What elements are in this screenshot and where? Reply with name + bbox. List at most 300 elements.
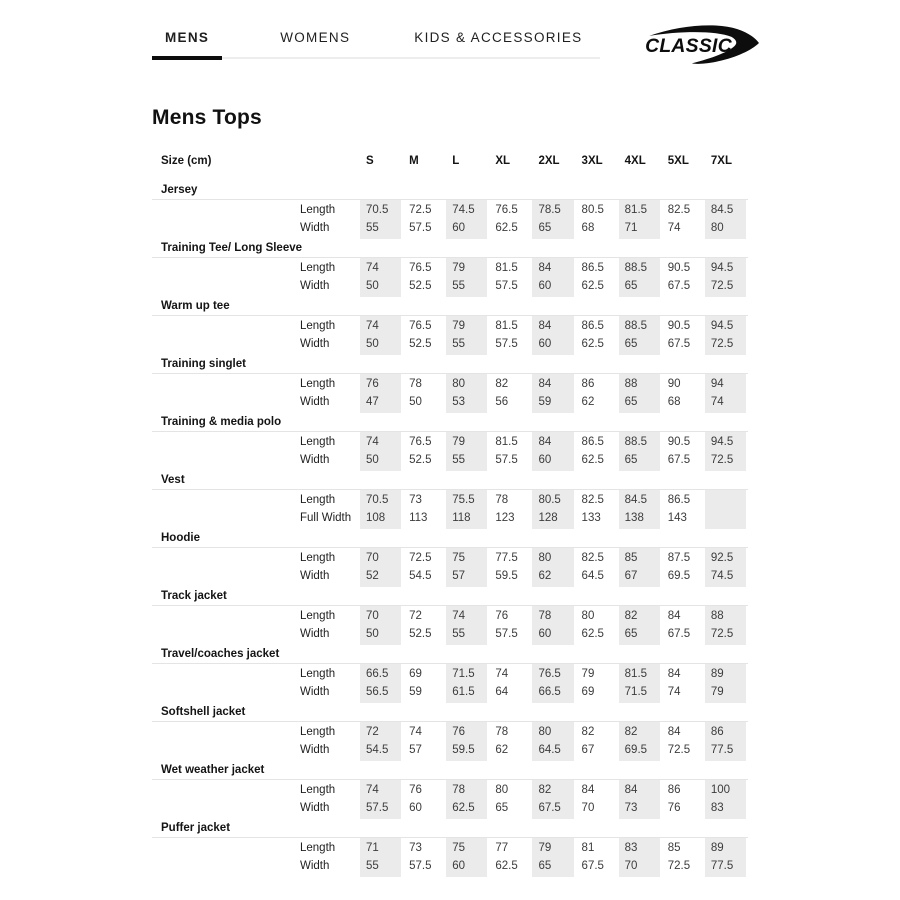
size-cell: 74 <box>366 784 379 796</box>
size-section-training-tee-long-sleeve <box>152 239 748 297</box>
measurement-label-length: Length <box>300 784 336 796</box>
size-column-m <box>403 258 444 297</box>
size-cell: 74.5 <box>710 569 734 582</box>
size-cell: 94.5 <box>710 262 734 274</box>
size-cell: 65 <box>538 221 552 234</box>
size-cell: 74 <box>667 221 681 234</box>
size-cell: 76.5 <box>495 204 518 216</box>
row-spacer <box>152 432 300 471</box>
size-column-s <box>360 316 401 355</box>
size-cell: 67.5 <box>667 279 691 292</box>
size-cell: 68 <box>581 221 595 234</box>
size-cell: 52 <box>366 569 379 582</box>
size-cell: 74 <box>452 610 466 622</box>
size-cell: 94 <box>710 378 724 390</box>
size-column-2xl <box>532 606 573 645</box>
size-column-xl <box>489 316 530 355</box>
row-spacer <box>152 200 300 239</box>
size-cell: 68 <box>667 395 681 408</box>
size-cell: 78.5 <box>538 204 561 216</box>
size-cell: 65 <box>624 627 638 640</box>
size-column-s <box>360 780 401 819</box>
size-column-s <box>360 838 401 877</box>
measurement-label-length: Length <box>300 494 336 506</box>
size-cell: 57.5 <box>409 221 432 234</box>
size-cell: 80 <box>452 378 466 390</box>
measurement-label-width: Width <box>300 395 330 408</box>
row-spacer <box>152 374 300 413</box>
measurement-label-width: Width <box>300 453 330 466</box>
size-cell: 60 <box>538 279 552 292</box>
section-title: Wet weather jacket <box>161 764 265 776</box>
size-cell: 65 <box>624 453 638 466</box>
size-cell: 70 <box>581 801 595 814</box>
size-section-warm-up-tee <box>152 297 748 355</box>
size-cell: 74 <box>366 262 379 274</box>
size-cell: 78 <box>495 726 509 738</box>
size-cell: 92.5 <box>710 552 734 564</box>
size-column-l <box>446 664 487 703</box>
size-cell: 72.5 <box>710 337 734 350</box>
size-column-3xl <box>576 838 617 877</box>
size-cell: 72.5 <box>667 743 691 756</box>
section-data-block <box>152 257 748 297</box>
size-cell: 67.5 <box>581 859 604 872</box>
size-cell: 67 <box>624 569 638 582</box>
size-cell: 74 <box>409 726 422 738</box>
size-column-2xl <box>532 490 573 529</box>
size-column-xl <box>489 722 530 761</box>
size-cell: 60 <box>452 859 466 872</box>
size-cell: 82 <box>624 726 638 738</box>
size-column-m <box>403 838 444 877</box>
size-column-4xl <box>619 780 660 819</box>
size-cell: 73 <box>409 842 422 854</box>
size-cell: 78 <box>452 784 466 796</box>
size-column-s <box>360 258 401 297</box>
size-cell: 70.5 <box>366 204 389 216</box>
size-column-l <box>446 548 487 587</box>
size-column-3xl <box>576 316 617 355</box>
size-cell: 52.5 <box>409 453 432 466</box>
measurement-label-length: Length <box>300 378 336 390</box>
section-title: Training singlet <box>161 358 246 370</box>
size-cell: 84.5 <box>624 494 648 506</box>
size-cell: 84.5 <box>710 204 734 216</box>
size-cell: 47 <box>366 395 379 408</box>
size-section-training-media-polo <box>152 413 748 471</box>
size-column-3xl <box>576 432 617 471</box>
size-cell: 50 <box>366 279 379 292</box>
size-cell: 84 <box>667 610 681 622</box>
size-cell: 85 <box>667 842 681 854</box>
size-cell: 79 <box>710 685 724 698</box>
size-cell: 65 <box>538 859 552 872</box>
size-column-7xl <box>705 780 746 819</box>
size-cell: 82 <box>495 378 509 390</box>
size-cell: 72 <box>409 610 422 622</box>
size-column-xl <box>489 838 530 877</box>
size-cell: 118 <box>452 511 471 524</box>
size-cell: 64.5 <box>581 569 604 582</box>
size-column-s <box>360 606 401 645</box>
measurement-labels <box>300 548 360 587</box>
size-cell: 72 <box>366 726 379 738</box>
row-spacer <box>152 490 300 529</box>
size-cell: 55 <box>366 221 379 234</box>
size-cell: 79 <box>538 842 552 854</box>
size-cell: 84 <box>538 262 552 274</box>
measurement-label-length: Length <box>300 262 336 274</box>
size-cell: 88 <box>710 610 724 622</box>
size-column-3xl <box>576 258 617 297</box>
tab-mens[interactable]: MENS <box>152 30 222 57</box>
size-column-xl <box>489 200 530 239</box>
size-column-2xl <box>532 722 573 761</box>
size-cell: 59 <box>538 395 552 408</box>
size-cell: 76.5 <box>409 262 432 274</box>
measurement-labels <box>300 664 360 703</box>
size-section-track-jacket <box>152 587 748 645</box>
section-title: Puffer jacket <box>161 822 231 834</box>
size-column-m <box>403 548 444 587</box>
column-header-4xl: 4XL <box>624 155 646 167</box>
size-cell: 54.5 <box>409 569 432 582</box>
size-cell: 88.5 <box>624 436 648 448</box>
size-section-vest <box>152 471 748 529</box>
size-cell: 82.5 <box>581 494 604 506</box>
table-sections <box>152 181 748 877</box>
size-cell: 94.5 <box>710 320 734 332</box>
size-cell: 54.5 <box>366 743 389 756</box>
size-cell: 64.5 <box>538 743 561 756</box>
column-header-5xl: 5XL <box>667 155 689 167</box>
size-cell: 86.5 <box>581 436 604 448</box>
size-cell: 82 <box>538 784 552 796</box>
size-cell: 89 <box>710 842 724 854</box>
size-cell: 128 <box>538 511 558 524</box>
size-section-hoodie <box>152 529 748 587</box>
column-header-s: S <box>366 155 374 167</box>
size-column-3xl <box>576 664 617 703</box>
size-cell: 62.5 <box>495 859 518 872</box>
size-cell: 123 <box>495 511 515 524</box>
size-column-5xl <box>662 374 703 413</box>
size-cell: 67.5 <box>667 337 691 350</box>
size-cell: 71 <box>366 842 379 854</box>
tab-womens[interactable]: WOMENS <box>280 30 351 45</box>
size-column-l <box>446 722 487 761</box>
section-title: Training & media polo <box>161 416 282 428</box>
size-column-m <box>403 606 444 645</box>
measurement-label-length: Length <box>300 436 336 448</box>
size-cell: 133 <box>581 511 601 524</box>
tab-kids-accessories[interactable]: KIDS & ACCESSORIES <box>414 30 583 45</box>
page-title: Mens Tops <box>152 106 262 129</box>
size-cell: 82.5 <box>581 552 604 564</box>
size-column-3xl <box>576 490 617 529</box>
size-column-m <box>403 664 444 703</box>
size-column-xl <box>489 548 530 587</box>
size-cell: 62.5 <box>452 801 475 814</box>
size-column-7xl <box>705 664 746 703</box>
size-cell: 67.5 <box>538 801 561 814</box>
size-cell: 80 <box>538 726 552 738</box>
size-column-2xl <box>532 664 573 703</box>
size-cell: 73 <box>409 494 422 506</box>
size-column-5xl <box>662 258 703 297</box>
size-column-xl <box>489 490 530 529</box>
size-column-l <box>446 258 487 297</box>
size-cell: 59 <box>409 685 422 698</box>
size-cell: 60 <box>538 337 552 350</box>
size-cell: 86.5 <box>581 262 604 274</box>
size-cell: 72.5 <box>667 859 691 872</box>
size-column-2xl <box>532 374 573 413</box>
size-cell: 69.5 <box>624 743 648 756</box>
size-cell: 94.5 <box>710 436 734 448</box>
size-column-7xl <box>705 374 746 413</box>
section-data-block <box>152 431 748 471</box>
size-cell: 69 <box>581 685 595 698</box>
size-cell: 78 <box>495 494 509 506</box>
size-cell: 55 <box>452 279 466 292</box>
size-cell: 74 <box>667 685 681 698</box>
measurement-label-width: Width <box>300 859 330 872</box>
size-section-travel-coaches-jacket <box>152 645 748 703</box>
size-cell: 84 <box>667 668 681 680</box>
size-cell: 76 <box>409 784 422 796</box>
measurement-label-length: Length <box>300 552 336 564</box>
size-cell: 57.5 <box>495 337 518 350</box>
measurement-label-width: Width <box>300 569 330 582</box>
row-spacer <box>152 258 300 297</box>
measurement-labels <box>300 316 360 355</box>
size-column-4xl <box>619 316 660 355</box>
size-cell <box>705 510 746 528</box>
size-column-5xl <box>662 780 703 819</box>
size-cell: 81.5 <box>495 262 518 274</box>
size-cell: 57.5 <box>495 453 518 466</box>
size-cell: 59.5 <box>495 569 518 582</box>
row-spacer <box>152 606 300 645</box>
size-cell: 74 <box>366 320 379 332</box>
size-cell: 81.5 <box>624 668 648 680</box>
size-unit-label: Size (cm) <box>161 155 212 167</box>
section-data-block <box>152 663 748 703</box>
size-cell: 72.5 <box>710 627 734 640</box>
size-column-2xl <box>532 838 573 877</box>
size-column-l <box>446 490 487 529</box>
size-column-5xl <box>662 548 703 587</box>
size-column-xl <box>489 664 530 703</box>
size-cell: 113 <box>409 511 428 524</box>
column-header-m: M <box>409 155 419 167</box>
size-cell: 143 <box>667 511 687 524</box>
size-cell: 62.5 <box>581 627 604 640</box>
size-cell: 62.5 <box>581 453 604 466</box>
measurement-label-length: Length <box>300 726 336 738</box>
logo-text: CLASSIC <box>645 36 732 58</box>
size-column-7xl <box>705 722 746 761</box>
size-cell: 69 <box>409 668 422 680</box>
size-cell: 86.5 <box>667 494 691 506</box>
size-column-3xl <box>576 374 617 413</box>
size-cell: 75 <box>452 842 466 854</box>
size-column-m <box>403 780 444 819</box>
size-cell: 73 <box>624 801 638 814</box>
size-section-training-singlet <box>152 355 748 413</box>
size-column-xl <box>489 258 530 297</box>
size-cell: 81.5 <box>495 320 518 332</box>
size-cell: 81.5 <box>624 204 648 216</box>
size-cell: 64 <box>495 685 509 698</box>
size-column-l <box>446 200 487 239</box>
size-column-7xl <box>705 548 746 587</box>
size-cell: 74.5 <box>452 204 475 216</box>
measurement-labels <box>300 258 360 297</box>
size-cell: 60 <box>409 801 422 814</box>
size-column-l <box>446 432 487 471</box>
size-cell: 80 <box>495 784 509 796</box>
size-cell: 76 <box>366 378 379 390</box>
row-spacer <box>152 664 300 703</box>
column-header-3xl: 3XL <box>581 155 603 167</box>
column-header-l: L <box>452 155 460 167</box>
size-cell: 77.5 <box>710 859 734 872</box>
category-tabs <box>152 30 600 59</box>
size-cell: 79 <box>452 262 466 274</box>
section-title: Hoodie <box>161 532 200 544</box>
size-column-3xl <box>576 780 617 819</box>
size-column-4xl <box>619 664 660 703</box>
size-cell: 72.5 <box>409 204 432 216</box>
size-cell: 50 <box>409 395 422 408</box>
size-cell: 57.5 <box>409 859 432 872</box>
size-cell: 62 <box>495 743 509 756</box>
size-cell: 90 <box>667 378 681 390</box>
size-cell: 79 <box>581 668 595 680</box>
size-cell: 67.5 <box>667 627 691 640</box>
size-column-xl <box>489 432 530 471</box>
size-column-3xl <box>576 606 617 645</box>
size-cell: 70 <box>366 610 379 622</box>
size-cell: 62 <box>581 395 595 408</box>
section-data-block <box>152 837 748 877</box>
row-spacer <box>152 722 300 761</box>
size-column-s <box>360 548 401 587</box>
size-column-4xl <box>619 200 660 239</box>
size-cell: 74 <box>495 668 509 680</box>
size-cell: 74 <box>710 395 724 408</box>
measurement-label-length: Length <box>300 842 336 854</box>
section-title: Softshell jacket <box>161 706 246 718</box>
size-cell: 55 <box>452 627 466 640</box>
size-column-s <box>360 722 401 761</box>
measurement-label-width: Width <box>300 337 330 350</box>
section-title: Jersey <box>161 184 198 196</box>
size-cell: 83 <box>624 842 638 854</box>
size-cell: 59.5 <box>452 743 475 756</box>
measurement-label-width: Width <box>300 221 330 234</box>
size-cell: 82.5 <box>667 204 691 216</box>
size-column-7xl <box>705 490 746 529</box>
section-title: Warm up tee <box>161 300 230 312</box>
size-cell: 66.5 <box>366 668 389 680</box>
section-title: Training Tee/ Long Sleeve <box>161 242 303 254</box>
size-column-m <box>403 490 444 529</box>
size-cell: 50 <box>366 627 379 640</box>
measurement-labels <box>300 606 360 645</box>
size-cell: 71 <box>624 221 638 234</box>
size-cell: 76.5 <box>409 436 432 448</box>
size-cell: 85 <box>624 552 638 564</box>
row-spacer <box>152 316 300 355</box>
size-cell: 65 <box>624 395 638 408</box>
size-column-4xl <box>619 606 660 645</box>
size-section-wet-weather-jacket <box>152 761 748 819</box>
size-column-2xl <box>532 432 573 471</box>
size-cell: 70.5 <box>366 494 389 506</box>
size-cell: 75 <box>452 552 466 564</box>
size-cell: 80 <box>538 552 552 564</box>
size-cell: 88 <box>624 378 638 390</box>
section-data-block <box>152 199 748 239</box>
size-cell: 62 <box>538 569 552 582</box>
size-cell: 57 <box>409 743 422 756</box>
size-column-2xl <box>532 780 573 819</box>
size-column-7xl <box>705 200 746 239</box>
size-column-5xl <box>662 606 703 645</box>
size-cell: 77.5 <box>495 552 518 564</box>
size-cell: 90.5 <box>667 320 691 332</box>
measurement-label-width: Width <box>300 685 330 698</box>
size-cell: 89 <box>710 668 724 680</box>
measurement-labels <box>300 432 360 471</box>
section-data-block <box>152 721 748 761</box>
size-cell: 86 <box>667 784 681 796</box>
measurement-label-length: Length <box>300 668 336 680</box>
size-cell: 76.5 <box>409 320 432 332</box>
size-column-5xl <box>662 316 703 355</box>
size-column-2xl <box>532 548 573 587</box>
table-header-row <box>152 153 748 169</box>
size-cell: 67 <box>581 743 595 756</box>
size-section-jersey <box>152 181 748 239</box>
header-spacer <box>300 153 360 169</box>
size-column-5xl <box>662 490 703 529</box>
size-cell <box>705 492 746 510</box>
size-column-3xl <box>576 722 617 761</box>
size-cell: 84 <box>538 436 552 448</box>
size-cell: 70 <box>624 859 638 872</box>
size-cell: 50 <box>366 337 379 350</box>
size-cell: 108 <box>366 511 386 524</box>
row-spacer <box>152 838 300 877</box>
size-cell: 65 <box>495 801 509 814</box>
size-column-5xl <box>662 838 703 877</box>
measurement-labels <box>300 780 360 819</box>
section-title: Track jacket <box>161 590 227 602</box>
column-header-2xl: 2XL <box>538 155 560 167</box>
size-cell: 86.5 <box>581 320 604 332</box>
size-cell: 57.5 <box>495 279 518 292</box>
size-cell: 60 <box>452 221 466 234</box>
size-column-4xl <box>619 548 660 587</box>
size-column-2xl <box>532 316 573 355</box>
measurement-label-width: Width <box>300 801 330 814</box>
row-spacer <box>152 548 300 587</box>
